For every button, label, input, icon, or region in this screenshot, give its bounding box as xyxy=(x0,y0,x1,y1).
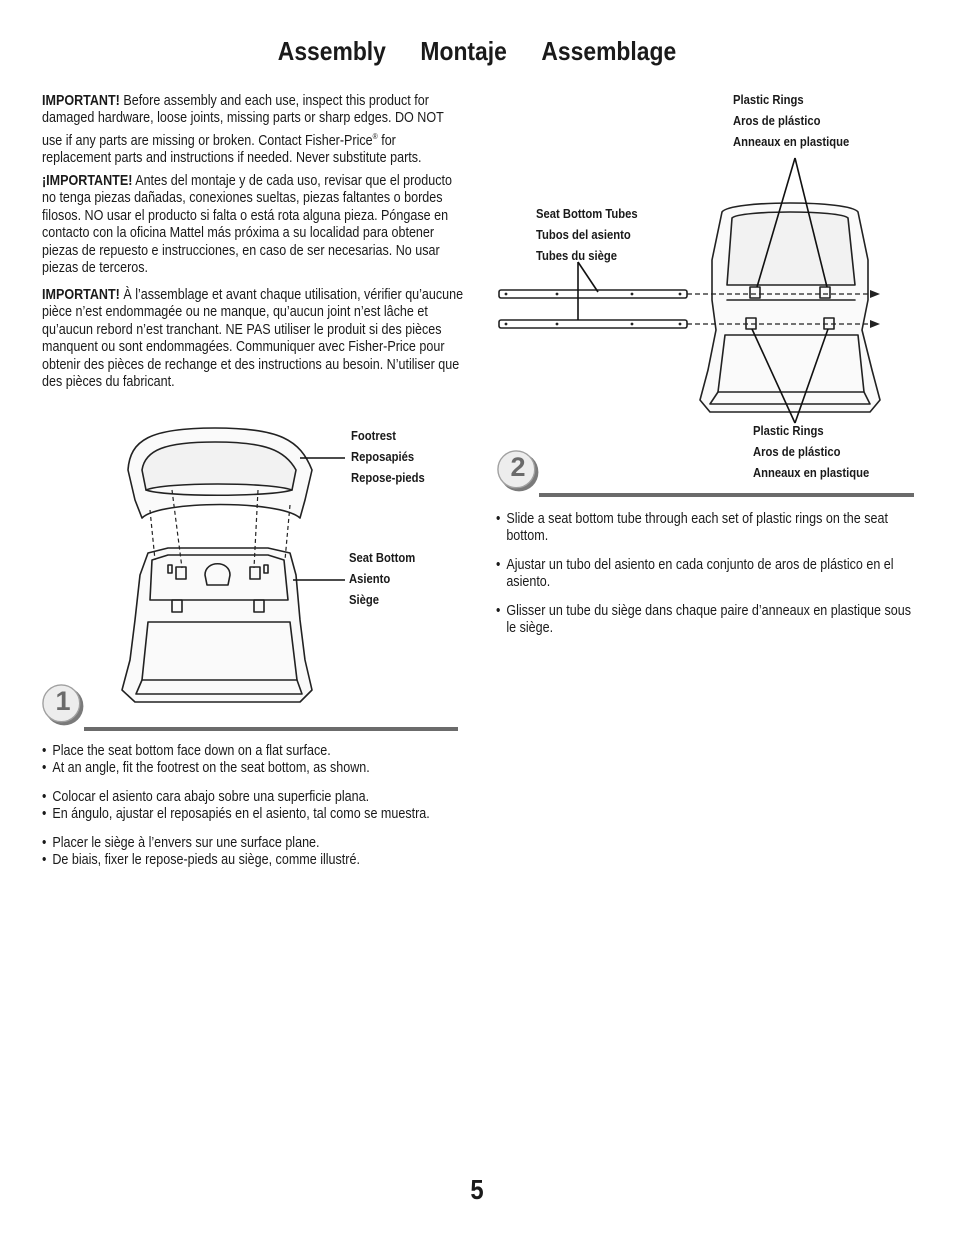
title-english: Assembly xyxy=(277,36,386,66)
page-number: 5 xyxy=(470,1174,484,1205)
footrest-label: Footrest Reposapiés Repose-pieds xyxy=(351,429,425,485)
step2-rule xyxy=(539,493,914,497)
registered-mark: ® xyxy=(372,131,378,141)
warning-english-lead: IMPORTANT! xyxy=(42,93,120,109)
seat-bottom-tubes-label: Seat Bottom Tubes Tubos del asiento Tubes du siège xyxy=(536,207,638,263)
warning-english-text-2: for replacement parts and instructions if needed. Never substitute parts. xyxy=(42,132,422,167)
seat-bottom-tube-1 xyxy=(499,290,687,298)
warning-spanish-text: Antes del montaje y de cada uso, revisar que el producto no tenga piezas dañadas, conexiones sueltas, piezas faltantes o bordes filosos. NO usar el producto si falta o está rota alguna pieza. Póngase en contacto con la oficina Mattel más próxima a su localidad para obtener piezas de repuesto e instrucciones, en caso de ser necesarias. No usar piezas de terceros. xyxy=(42,173,452,277)
plastic-rings-bottom-label: Plastic Rings Aros de plástico Anneaux en plastique xyxy=(753,424,870,480)
step1-number: 1 xyxy=(55,686,71,716)
step1-instructions: • Place the seat bottom face down on a flat surface. • At an angle, fit the footrest on the seat bottom, as shown. • Colocar el asiento cara abajo sobre una superficie plana. • En ángulo, ajustar el reposapiés en el asiento, tal como se muestra. • Placer le siège à l’envers sur une surface plane. • De biais, fixer le repose-pieds au siège, comme illustré. xyxy=(42,743,466,880)
title-french: Assemblage xyxy=(541,36,677,66)
plastic-rings-top-label: Plastic Rings Aros de plástico Anneaux en plastique xyxy=(733,93,850,149)
warning-french-lead: IMPORTANT! xyxy=(42,287,120,303)
warning-english-text: Before assembly and each use, inspect this product for damaged hardware, loose joints, missing parts or sharp edges. DO NOT use if any parts are missing or broken. Contact Fisher-Price xyxy=(42,93,444,149)
step2-instructions: • Slide a seat bottom tube through each set of plastic rings on the seat bottom. • Ajustar un tubo del asiento en cada conjunto de aros de plástico en el asiento. • Glisser un tube du siège dans chaque paire d’anneaux en plastique sous le siège. xyxy=(496,511,913,648)
title-spanish: Montaje xyxy=(420,36,507,66)
seat-bottom-tube-2 xyxy=(499,320,687,328)
warning-spanish-lead: ¡IMPORTANTE! xyxy=(42,173,133,189)
step2-number: 2 xyxy=(510,452,526,482)
warning-french-text: À l’assemblage et avant chaque utilisation, vérifier qu’aucune pièce n’est endommagée ou ne manque, qu’aucun joint n’est lâche et qu’aucun rebord n’est tranchant. NE PAS utiliser le produit si des pièces manquent ou sont endommagées. Communiquer avec Fisher-Price pour obtenir des pièces de rechange et des instructions au besoin. N’utiliser que des pièces du fabricant. xyxy=(42,287,464,391)
seat-bottom-label: Seat Bottom Asiento Siège xyxy=(349,551,416,607)
